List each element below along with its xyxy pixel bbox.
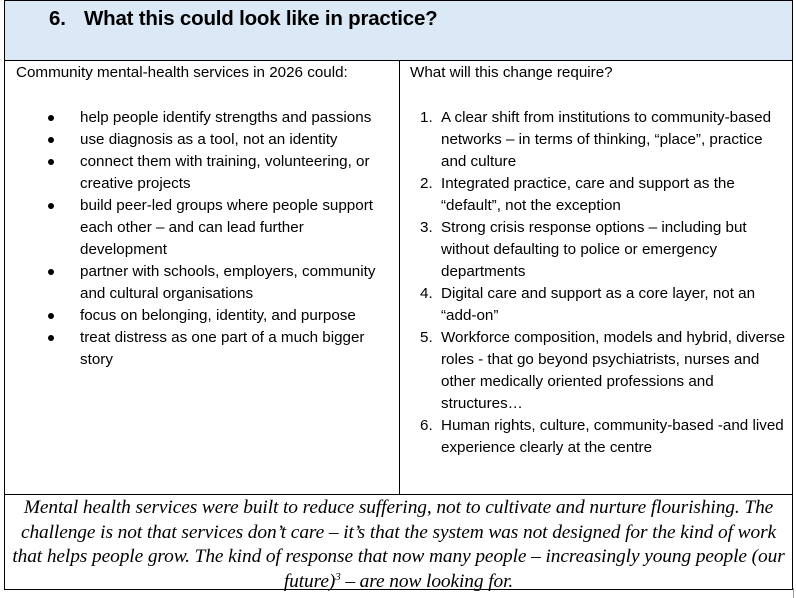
section-title xyxy=(49,7,437,31)
summary-quote xyxy=(5,494,792,592)
summary-quote-ending: – are now looking for. xyxy=(340,570,514,592)
list-item xyxy=(400,107,790,173)
bullet-icon xyxy=(48,159,54,165)
list-item-number: 2. xyxy=(420,175,433,192)
list-item-text: help people identify strengths and passions xyxy=(80,109,372,126)
list-item-text: focus on belonging, identity, and purpose xyxy=(80,307,356,324)
list-item-number: 3. xyxy=(420,219,433,236)
list-item-text: partner with schools, employers, community and cultural organisations xyxy=(80,263,376,302)
right-column-heading: What will this change require? xyxy=(410,64,613,81)
list-item-text: Digital care and support as a core layer, not an “add-on” xyxy=(441,285,756,324)
list-item-text: treat distress as one part of a much bigger story xyxy=(80,329,365,368)
list-item-text: Integrated practice, care and support as the “default”, not the exception xyxy=(441,175,735,214)
list-item xyxy=(5,107,395,129)
left-column-heading: Community mental-health services in 2026 could: xyxy=(16,64,348,81)
list-item-text: A clear shift from institutions to community-based networks – in terms of thinking, “place”, practice and culture xyxy=(441,109,772,170)
section-title-text: What this could look like in practice? xyxy=(84,7,438,30)
footnote-reference: 3 xyxy=(335,570,341,583)
strengths-bullet-list xyxy=(5,107,395,371)
list-item-text: Workforce composition, models and hybrid, diverse roles - that go beyond psychiatrists, nurses and other medically oriented professions and structures… xyxy=(441,329,786,412)
bullet-icon xyxy=(48,115,54,121)
list-item-text: connect them with training, volunteering, or creative projects xyxy=(80,153,370,192)
list-item-text: use diagnosis as a tool, not an identity xyxy=(80,131,338,148)
bullet-icon xyxy=(48,335,54,341)
list-item xyxy=(5,129,395,151)
list-item xyxy=(400,327,790,415)
title-row xyxy=(5,1,792,61)
list-item-number: 4. xyxy=(420,285,433,302)
list-item xyxy=(400,283,790,327)
page-edge-divider xyxy=(793,588,794,598)
list-item xyxy=(400,173,790,217)
list-item xyxy=(5,305,395,327)
list-item-number: 5. xyxy=(420,329,433,346)
list-item xyxy=(5,327,395,371)
document-table xyxy=(4,0,793,590)
bullet-icon xyxy=(48,269,54,275)
bullet-icon xyxy=(48,313,54,319)
list-item xyxy=(400,415,790,459)
list-item xyxy=(5,261,395,305)
right-column xyxy=(400,61,792,494)
bullet-icon xyxy=(48,203,54,209)
section-number: 6. xyxy=(49,7,66,30)
list-item-text: build peer-led groups where people support each other – and can lead further development xyxy=(80,197,373,258)
list-item-text: Strong crisis response options – including but without defaulting to police or emergency departments xyxy=(441,219,747,280)
summary-quote-text: Mental health services were built to reduce suffering, not to cultivate and nurture flourishing. The challenge is not that services don’t care – it’s that the system was not designed for the kind of work that helps people grow. The kind of response that now many people – increasingly young people (our future) xyxy=(12,497,785,592)
list-item xyxy=(5,151,395,195)
bullet-icon xyxy=(48,137,54,143)
list-item xyxy=(5,195,395,261)
requirements-numbered-list xyxy=(400,107,790,459)
list-item-number: 1. xyxy=(420,109,433,126)
list-item-text: Human rights, culture, community-based -and lived experience clearly at the centre xyxy=(441,417,784,456)
list-item-number: 6. xyxy=(420,417,433,434)
list-item xyxy=(400,217,790,283)
left-column xyxy=(5,61,400,494)
